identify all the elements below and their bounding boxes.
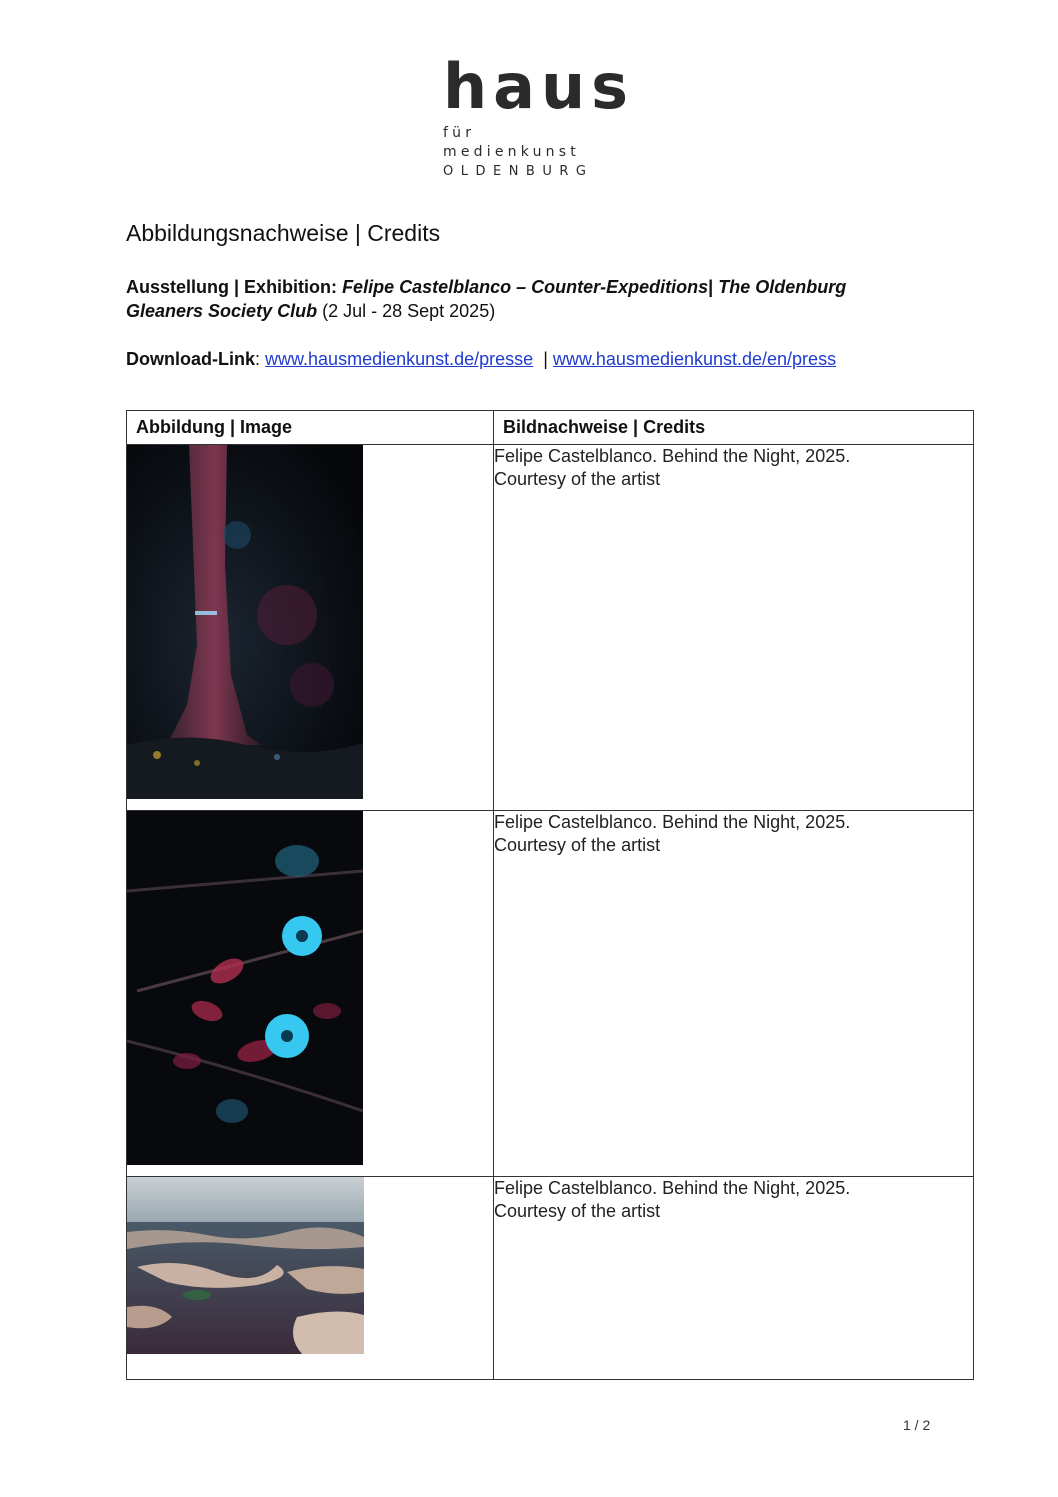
credit-courtesy: Courtesy of the artist: [494, 835, 661, 855]
table-row: [127, 811, 974, 1177]
logo-subtitle: für medienkunst: [443, 125, 580, 160]
exhibition-label: Ausstellung | Exhibition:: [126, 277, 338, 297]
photo-blue-flowers: [127, 811, 363, 1165]
download-label: Download-Link: [126, 349, 255, 369]
download-colon: :: [255, 349, 261, 369]
logo: [443, 50, 635, 181]
credit-courtesy: Courtesy of the artist: [494, 1201, 661, 1221]
photo-tree-night: [127, 445, 363, 799]
table-header-row: [127, 411, 974, 445]
credit-line: Felipe Castelblanco. Behind the Night, 2025.: [494, 446, 851, 466]
download-link-de[interactable]: www.hausmedienkunst.de/presse: [265, 349, 534, 369]
header-credits: Bildnachweise | Credits: [494, 411, 974, 445]
download-separator: |: [543, 349, 548, 369]
header-image: Abbildung | Image: [127, 411, 494, 445]
page-number: 1 / 2: [903, 1417, 931, 1433]
exhibition-dates: (2 Jul - 28 Sept 2025): [322, 301, 496, 321]
credit-line: Felipe Castelblanco. Behind the Night, 2025.: [494, 1178, 851, 1198]
exhibition-artist-title: Felipe Castelblanco – Counter-Expeditions: [342, 277, 709, 297]
table-row: [127, 1177, 974, 1380]
exhibition-subtitle: The Oldenburg Gleaners Society Club: [126, 277, 847, 321]
table-row: [127, 445, 974, 811]
download-link-en[interactable]: www.hausmedienkunst.de/en/press: [552, 349, 837, 369]
page-title: Abbildungsnachweise | Credits: [126, 220, 441, 246]
download-links: [126, 347, 836, 371]
logo-city: OLDENBURG: [443, 164, 594, 179]
exhibition-separator: |: [708, 277, 714, 297]
credits-table: [126, 410, 974, 1380]
exhibition-info: [126, 275, 906, 323]
logo-wordmark: haus: [443, 50, 635, 123]
credit-line: Felipe Castelblanco. Behind the Night, 2025.: [494, 812, 851, 832]
photo-aerial-landscape: [127, 1177, 364, 1354]
credit-courtesy: Courtesy of the artist: [494, 469, 661, 489]
